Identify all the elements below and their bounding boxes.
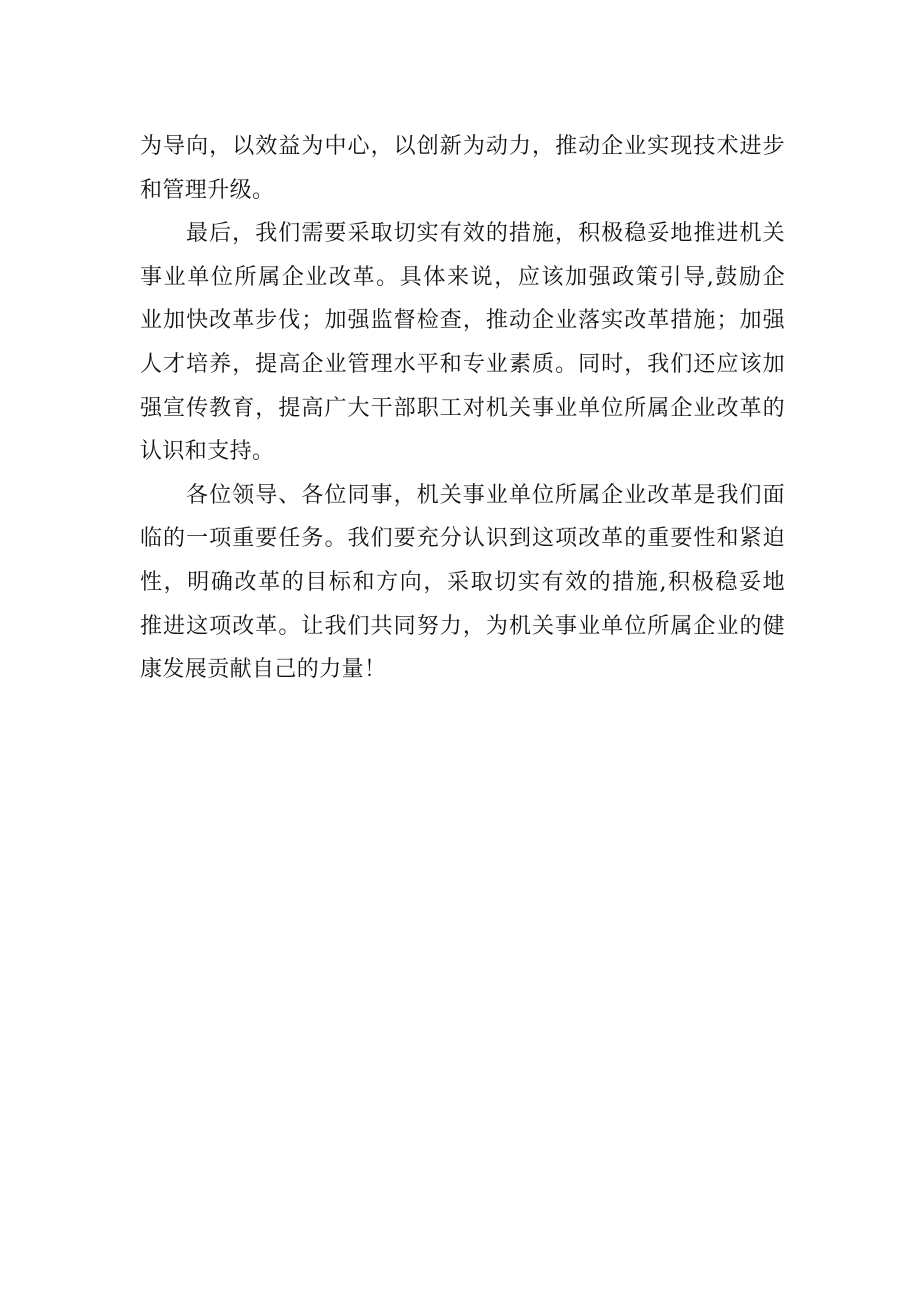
text-line: 性，明确改革的目标和方向，采取切实有效的措施,积极稳妥地 xyxy=(140,569,785,595)
text-line: 最后，我们需要采取切实有效的措施，积极稳妥地推进机关 xyxy=(186,221,785,247)
paragraph-3 xyxy=(140,474,785,692)
text-line: 为导向，以效益为中心，以创新为动力，推动企业实现技术进步 xyxy=(140,134,785,159)
text-line: 各位领导、各位同事，机关事业单位所属企业改革是我们面 xyxy=(186,482,785,508)
text-line: 推进这项改革。让我们共同努力，为机关事业单位所属企业的健 xyxy=(140,613,785,639)
text-line: 人才培养，提高企业管理水平和专业素质。同时，我们还应该加 xyxy=(140,351,785,377)
text-line: 康发展贡献自己的力量！ xyxy=(140,657,387,683)
document-body xyxy=(140,125,785,692)
text-line: 和管理升级。 xyxy=(140,177,275,203)
text-line: 业加快改革步伐；加强监督检查，推动企业落实改革措施；加强 xyxy=(140,308,785,334)
text-line: 强宣传教育，提高广大干部职工对机关事业单位所属企业改革的 xyxy=(140,395,785,421)
text-line: 事业单位所属企业改革。具体来说，应该加强政策引导,鼓励企 xyxy=(140,264,785,290)
text-line: 临的一项重要任务。我们要充分认识到这项改革的重要性和紧迫 xyxy=(140,526,785,552)
paragraph-2 xyxy=(140,212,785,474)
paragraph-1 xyxy=(140,125,785,212)
text-line: 认识和支持。 xyxy=(140,439,275,465)
